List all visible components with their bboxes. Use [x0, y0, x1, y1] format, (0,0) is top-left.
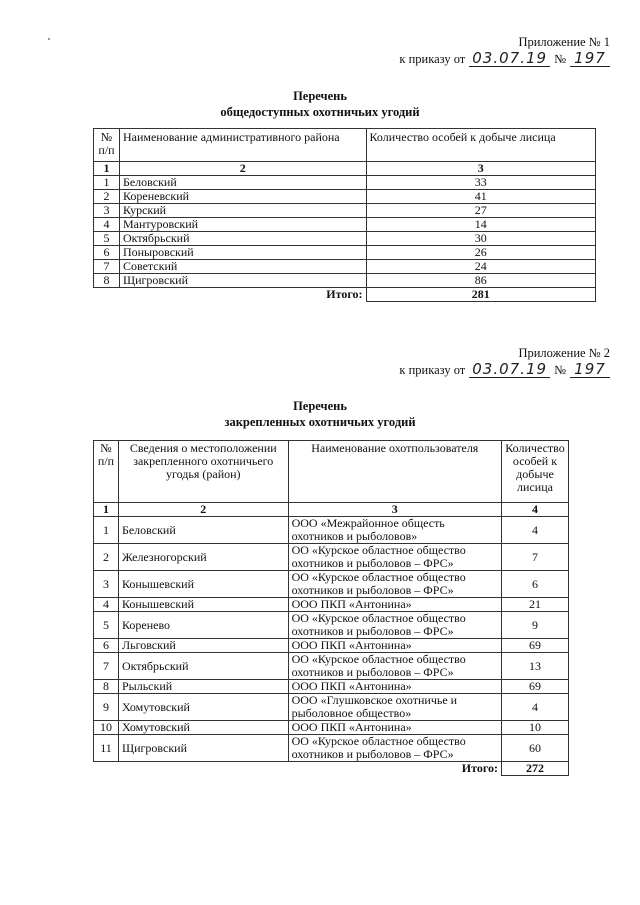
row-quantity: 6 [501, 571, 568, 598]
table-row [94, 204, 596, 218]
row-num: 4 [94, 598, 119, 612]
row-num: 3 [94, 571, 119, 598]
row-location: Конышевский [118, 571, 288, 598]
row-quantity: 24 [366, 260, 595, 274]
row-quantity: 26 [366, 246, 595, 260]
row-location: Хомутовский [118, 694, 288, 721]
table-row [94, 544, 569, 571]
table2-header-row [94, 441, 569, 503]
assigned-hunting-grounds-table [93, 440, 569, 776]
table1-colnum: 3 [366, 162, 595, 176]
table-row [94, 176, 596, 190]
table2-colnum: 3 [288, 503, 501, 517]
appendix-1-order-number: 197 [570, 50, 610, 67]
public-hunting-grounds-table [93, 128, 596, 302]
table1-header-num: № п/п [94, 129, 120, 162]
row-num: 6 [94, 246, 120, 260]
row-location: Льговский [118, 639, 288, 653]
table2-header-location: Сведения о местоположении закрепленного охотничьего угодья (район) [118, 441, 288, 503]
row-location: Октябрьский [118, 653, 288, 680]
table1-total-row [94, 288, 596, 302]
table-row [94, 598, 569, 612]
row-quantity: 4 [501, 517, 568, 544]
table2-header-num: № п/п [94, 441, 119, 503]
table2-colnum: 2 [118, 503, 288, 517]
table-row [94, 735, 569, 762]
table-row [94, 274, 596, 288]
row-quantity: 69 [501, 639, 568, 653]
table2-colnum: 4 [501, 503, 568, 517]
table2-colnum-row [94, 503, 569, 517]
table1-total-value: 281 [366, 288, 595, 302]
row-quantity: 30 [366, 232, 595, 246]
row-district: Октябрьский [119, 232, 366, 246]
row-quantity: 86 [366, 274, 595, 288]
row-num: 5 [94, 612, 119, 639]
row-quantity: 4 [501, 694, 568, 721]
table-row [94, 571, 569, 598]
row-num: 10 [94, 721, 119, 735]
row-num: 1 [94, 517, 119, 544]
appendix-2-order-line [399, 361, 610, 378]
table2-total-row [94, 762, 569, 776]
row-quantity: 69 [501, 680, 568, 694]
table-row [94, 517, 569, 544]
row-quantity: 13 [501, 653, 568, 680]
row-num: 1 [94, 176, 120, 190]
row-quantity: 14 [366, 218, 595, 232]
table-row [94, 218, 596, 232]
row-district: Советский [119, 260, 366, 274]
row-quantity: 60 [501, 735, 568, 762]
row-district: Щигровский [119, 274, 366, 288]
table-row [94, 653, 569, 680]
row-num: 7 [94, 260, 120, 274]
heading-1-line2: общедоступных охотничьих угодий [220, 105, 420, 119]
row-quantity: 41 [366, 190, 595, 204]
appendix-1-number-sign: № [554, 52, 566, 66]
row-location: Коренево [118, 612, 288, 639]
row-district: Кореневский [119, 190, 366, 204]
row-user: ОО «Курское областное общество охотников и рыболовов – ФРС» [288, 653, 501, 680]
row-num: 2 [94, 544, 119, 571]
row-num: 2 [94, 190, 120, 204]
row-num: 8 [94, 274, 120, 288]
table-row [94, 612, 569, 639]
table1-total-label: Итого: [94, 288, 367, 302]
table-row [94, 232, 596, 246]
row-quantity: 21 [501, 598, 568, 612]
appendix-2-title: Приложение № 2 [518, 346, 610, 360]
row-user: ОО «Курское областное общество охотников и рыболовов – ФРС» [288, 544, 501, 571]
table2-colnum: 1 [94, 503, 119, 517]
table-row [94, 260, 596, 274]
row-quantity: 7 [501, 544, 568, 571]
table1-header-quantity: Количество особей к добыче лисица [366, 129, 595, 162]
row-user: ООО ПКП «Антонина» [288, 598, 501, 612]
row-location: Беловский [118, 517, 288, 544]
table1-colnum: 2 [119, 162, 366, 176]
table1-colnum: 1 [94, 162, 120, 176]
row-quantity: 10 [501, 721, 568, 735]
row-district: Беловский [119, 176, 366, 190]
appendix-1-order-prefix: к приказу от [399, 52, 466, 66]
appendix-1-order-date: 03.07.19 [469, 50, 550, 67]
row-user: ООО ПКП «Антонина» [288, 721, 501, 735]
appendix-2-order-prefix: к приказу от [399, 363, 466, 377]
row-district: Мантуровский [119, 218, 366, 232]
row-user: ОО «Курское областное общество охотников и рыболовов – ФРС» [288, 571, 501, 598]
row-user: ООО «Межрайонное общесть охотников и рыболовов» [288, 517, 501, 544]
appendix-2-order-number: 197 [570, 361, 610, 378]
row-num: 6 [94, 639, 119, 653]
table2-header-user: Наименование охотпользователя [288, 441, 501, 503]
row-user: ООО ПКП «Антонина» [288, 680, 501, 694]
row-location: Щигровский [118, 735, 288, 762]
appendix-2-number-sign: № [554, 363, 566, 377]
row-district: Курский [119, 204, 366, 218]
row-num: 11 [94, 735, 119, 762]
table2-total-value: 272 [501, 762, 568, 776]
row-quantity: 9 [501, 612, 568, 639]
table2-header-quantity: Количество особей к добыче лисица [501, 441, 568, 503]
row-num: 5 [94, 232, 120, 246]
table2-total-label: Итого: [94, 762, 502, 776]
scan-speck [48, 38, 50, 40]
appendix-1-header [399, 34, 610, 67]
appendix-2-order-date: 03.07.19 [469, 361, 550, 378]
table-row [94, 639, 569, 653]
table1-header-district: Наименование административного района [119, 129, 366, 162]
row-quantity: 27 [366, 204, 595, 218]
heading-1 [0, 88, 640, 120]
row-quantity: 33 [366, 176, 595, 190]
row-district: Поныровский [119, 246, 366, 260]
row-user: ОО «Курское областное общество охотников и рыболовов – ФРС» [288, 735, 501, 762]
heading-2-line1: Перечень [293, 399, 347, 413]
row-location: Рыльский [118, 680, 288, 694]
table-row [94, 680, 569, 694]
row-num: 7 [94, 653, 119, 680]
table1-colnum-row [94, 162, 596, 176]
row-num: 9 [94, 694, 119, 721]
table-row [94, 190, 596, 204]
row-location: Железногорский [118, 544, 288, 571]
appendix-1-order-line [399, 50, 610, 67]
heading-2-line2: закрепленных охотничьих угодий [224, 415, 416, 429]
heading-2 [0, 398, 640, 430]
row-user: ООО ПКП «Антонина» [288, 639, 501, 653]
table-row [94, 694, 569, 721]
table1-header-row [94, 129, 596, 162]
row-location: Хомутовский [118, 721, 288, 735]
table-row [94, 246, 596, 260]
appendix-1-title: Приложение № 1 [518, 35, 610, 49]
heading-1-line1: Перечень [293, 89, 347, 103]
appendix-2-header [399, 345, 610, 378]
row-user: ОО «Курское областное общество охотников и рыболовов – ФРС» [288, 612, 501, 639]
table-row [94, 721, 569, 735]
row-num: 3 [94, 204, 120, 218]
row-user: ООО «Глушковское охотничье и рыболовное общество» [288, 694, 501, 721]
row-location: Конышевский [118, 598, 288, 612]
row-num: 8 [94, 680, 119, 694]
row-num: 4 [94, 218, 120, 232]
